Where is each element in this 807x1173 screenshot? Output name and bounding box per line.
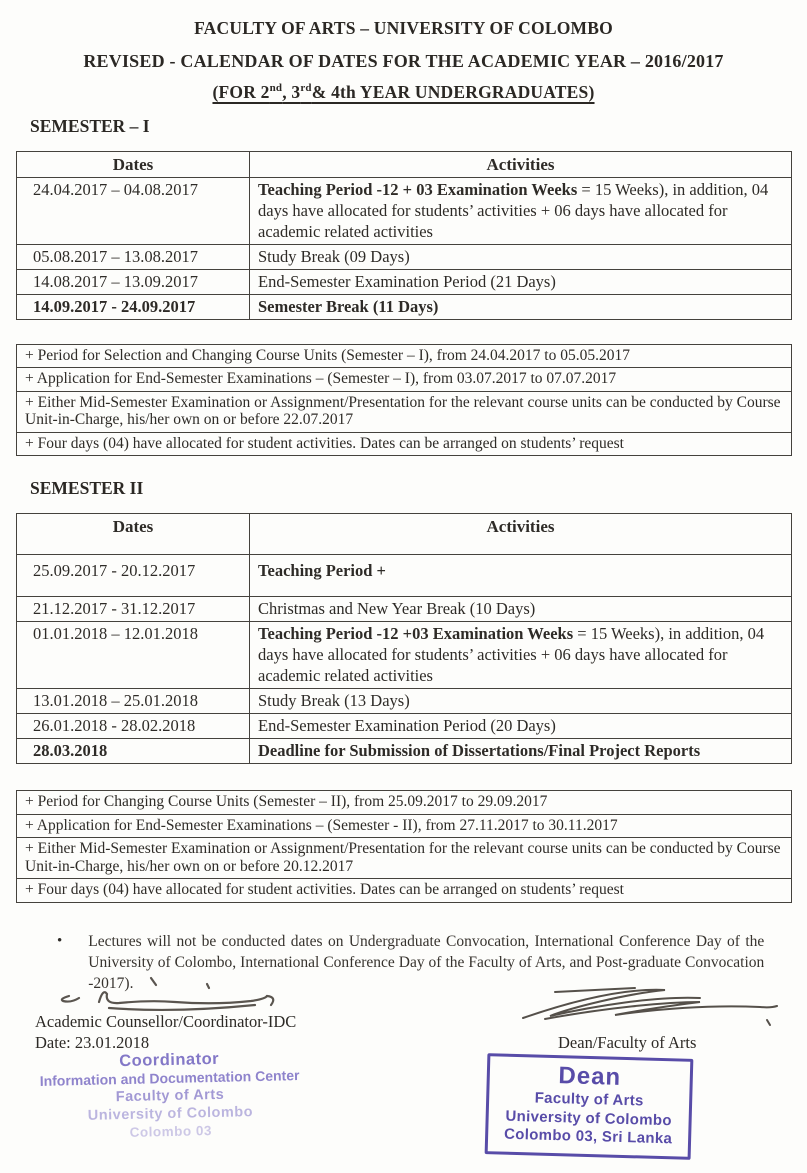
note-text: + Either Mid-Semester Examination or Assignment/Presentation for the relevant course units can be conducted by Course Unit-in-Charge, his/her own on or before 20.12.2017 xyxy=(17,838,792,879)
stamp-line: University of Colombo xyxy=(505,1107,673,1129)
dean-signature-icon xyxy=(515,978,790,1033)
activity-cell xyxy=(250,294,792,319)
activity-bold-text: Teaching Period -12 + 03 Examination Weeks xyxy=(258,179,578,199)
activity-bold-text: Teaching Period + xyxy=(258,561,386,581)
activity-text: Study Break (09 Days) xyxy=(258,246,410,266)
activity-text: = 15 Weeks), in addition, 04 days have allocated for students’ activities + 06 days have allocated for academic related activities xyxy=(258,624,765,686)
counsellor-role-label: Academic Counsellor/Coordinator-IDC xyxy=(35,1012,297,1031)
calendar-title: REVISED - CALENDAR OF DATES FOR THE ACADEMIC YEAR – 2016/2017 xyxy=(83,50,724,71)
activity-cell xyxy=(250,555,792,597)
stamp-line: Coordinator xyxy=(119,1049,220,1071)
dean-stamp xyxy=(485,1053,694,1159)
date-cell: 13.01.2018 – 25.01.2018 xyxy=(17,689,250,714)
semester-1-heading: SEMESTER – I xyxy=(30,115,150,136)
activity-text: Study Break (13 Days) xyxy=(258,691,410,711)
subtitle-segment: , 3 xyxy=(282,82,301,103)
lectures-remark-text: Lectures will not be conducted dates on Undergraduate Convocation, International Conference Day of the University of Colombo, International Conference Day of the Faculty of Arts, and Post-graduate Convocation -2017). xyxy=(88,932,765,992)
subtitle-segment: (FOR 2 xyxy=(212,82,270,103)
activity-cell xyxy=(250,622,792,689)
activity-cell xyxy=(250,597,792,622)
stamp-line: Faculty of Arts xyxy=(115,1086,225,1106)
table-row xyxy=(17,622,792,689)
table-row xyxy=(17,597,792,622)
faculty-title: FACULTY OF ARTS – UNIVERSITY OF COLOMBO xyxy=(194,18,613,38)
table-row xyxy=(17,269,792,294)
table-row xyxy=(17,689,792,714)
table-header-row xyxy=(17,514,792,555)
table-row xyxy=(17,739,792,764)
note-row xyxy=(17,814,792,838)
table-header-row xyxy=(17,151,792,177)
activity-cell xyxy=(250,714,792,739)
date-cell: 26.01.2018 - 28.02.2018 xyxy=(17,714,250,739)
activity-text: Christmas and New Year Break (10 Days) xyxy=(258,599,536,619)
date-cell: 25.09.2017 - 20.12.2017 xyxy=(17,555,250,597)
subtitle-segment: & 4th YEAR UNDERGRADUATES) xyxy=(311,82,595,103)
table-row xyxy=(17,294,792,319)
stamp-line: University of Colombo xyxy=(87,1104,254,1124)
activities-column-header: Activities xyxy=(250,514,792,555)
activity-cell xyxy=(250,739,792,764)
note-row xyxy=(17,791,792,815)
coordinator-stamp xyxy=(29,1048,311,1144)
ordinal-superscript: rd xyxy=(300,82,312,95)
activity-cell xyxy=(250,244,792,269)
semester-2-notes-table xyxy=(16,790,792,903)
semester-2-heading: SEMESTER II xyxy=(30,478,144,499)
dates-column-header: Dates xyxy=(17,514,250,555)
date-cell: 14.08.2017 – 13.09.2017 xyxy=(17,269,250,294)
ordinal-superscript: nd xyxy=(269,82,283,95)
note-text: + Application for End-Semester Examinations – (Semester – I), from 03.07.2017 to 07.07.2017 xyxy=(17,368,792,392)
activity-bold-text: Teaching Period -12 +03 Examination Weeks xyxy=(258,624,574,644)
stamp-line: Colombo 03 xyxy=(129,1123,213,1140)
table-row xyxy=(17,555,792,597)
date-cell: 28.03.2018 xyxy=(17,739,250,764)
activity-cell xyxy=(250,689,792,714)
note-row xyxy=(17,391,792,432)
activity-text: End-Semester Examination Period (20 Days) xyxy=(258,716,556,736)
note-text: + Four days (04) have allocated for student activities. Dates can be arranged on students’ request xyxy=(17,879,792,903)
semester-1-schedule-table xyxy=(16,151,792,320)
date-cell: 24.04.2017 – 04.08.2017 xyxy=(17,177,250,244)
semester-1-notes-table xyxy=(16,344,792,457)
note-text: + Application for End-Semester Examinations – (Semester - II), from 27.11.2017 to 30.11.2017 xyxy=(17,814,792,838)
dates-column-header: Dates xyxy=(17,151,250,177)
note-row xyxy=(17,344,792,368)
activity-text: End-Semester Examination Period (21 Days) xyxy=(258,271,556,291)
semester-2-schedule-table xyxy=(16,513,792,764)
note-row xyxy=(17,879,792,903)
note-text: + Either Mid-Semester Examination or Assignment/Presentation for the relevant course units can be conducted by Course Unit-in-Charge, his/her own on or before 22.07.2017 xyxy=(17,391,792,432)
date-cell: 01.01.2018 – 12.01.2018 xyxy=(17,622,250,689)
signature-date: Date: 23.01.2018 xyxy=(35,1033,150,1052)
activity-cell xyxy=(250,177,792,244)
note-text: + Period for Changing Course Units (Semester – II), from 25.09.2017 to 29.09.2017 xyxy=(17,791,792,815)
stamp-line: Information and Documentation Center xyxy=(39,1067,300,1089)
date-cell: 14.09.2017 - 24.09.2017 xyxy=(17,294,250,319)
dean-role-label: Dean/Faculty of Arts xyxy=(558,1033,697,1052)
date-cell: 05.08.2017 – 13.08.2017 xyxy=(17,244,250,269)
year-group-subtitle xyxy=(0,84,807,102)
stamp-line: Dean xyxy=(558,1062,622,1091)
stamp-line: Colombo 03, Sri Lanka xyxy=(503,1125,673,1148)
note-row xyxy=(17,368,792,392)
note-row xyxy=(17,432,792,456)
bullet-marker: • xyxy=(57,932,63,949)
activity-bold-text: Semester Break (11 Days) xyxy=(258,296,439,316)
stamp-line: Faculty of Arts xyxy=(534,1089,644,1110)
activities-column-header: Activities xyxy=(250,151,792,177)
activity-text: = 15 Weeks), in addition, 04 days have allocated for students’ activities + 06 days have allocated for academic related activities xyxy=(258,179,769,241)
note-row xyxy=(17,838,792,879)
table-row xyxy=(17,244,792,269)
date-cell: 21.12.2017 - 31.12.2017 xyxy=(17,597,250,622)
activity-bold-text: Deadline for Submission of Dissertations/Final Project Reports xyxy=(258,741,701,761)
note-text: + Period for Selection and Changing Course Units (Semester – I), from 24.04.2017 to 05.05.2017 xyxy=(17,344,792,368)
activity-cell xyxy=(250,269,792,294)
note-text: + Four days (04) have allocated for student activities. Dates can be arranged on students’ request xyxy=(17,432,792,456)
table-row xyxy=(17,714,792,739)
table-row xyxy=(17,177,792,244)
document-header xyxy=(0,0,807,102)
